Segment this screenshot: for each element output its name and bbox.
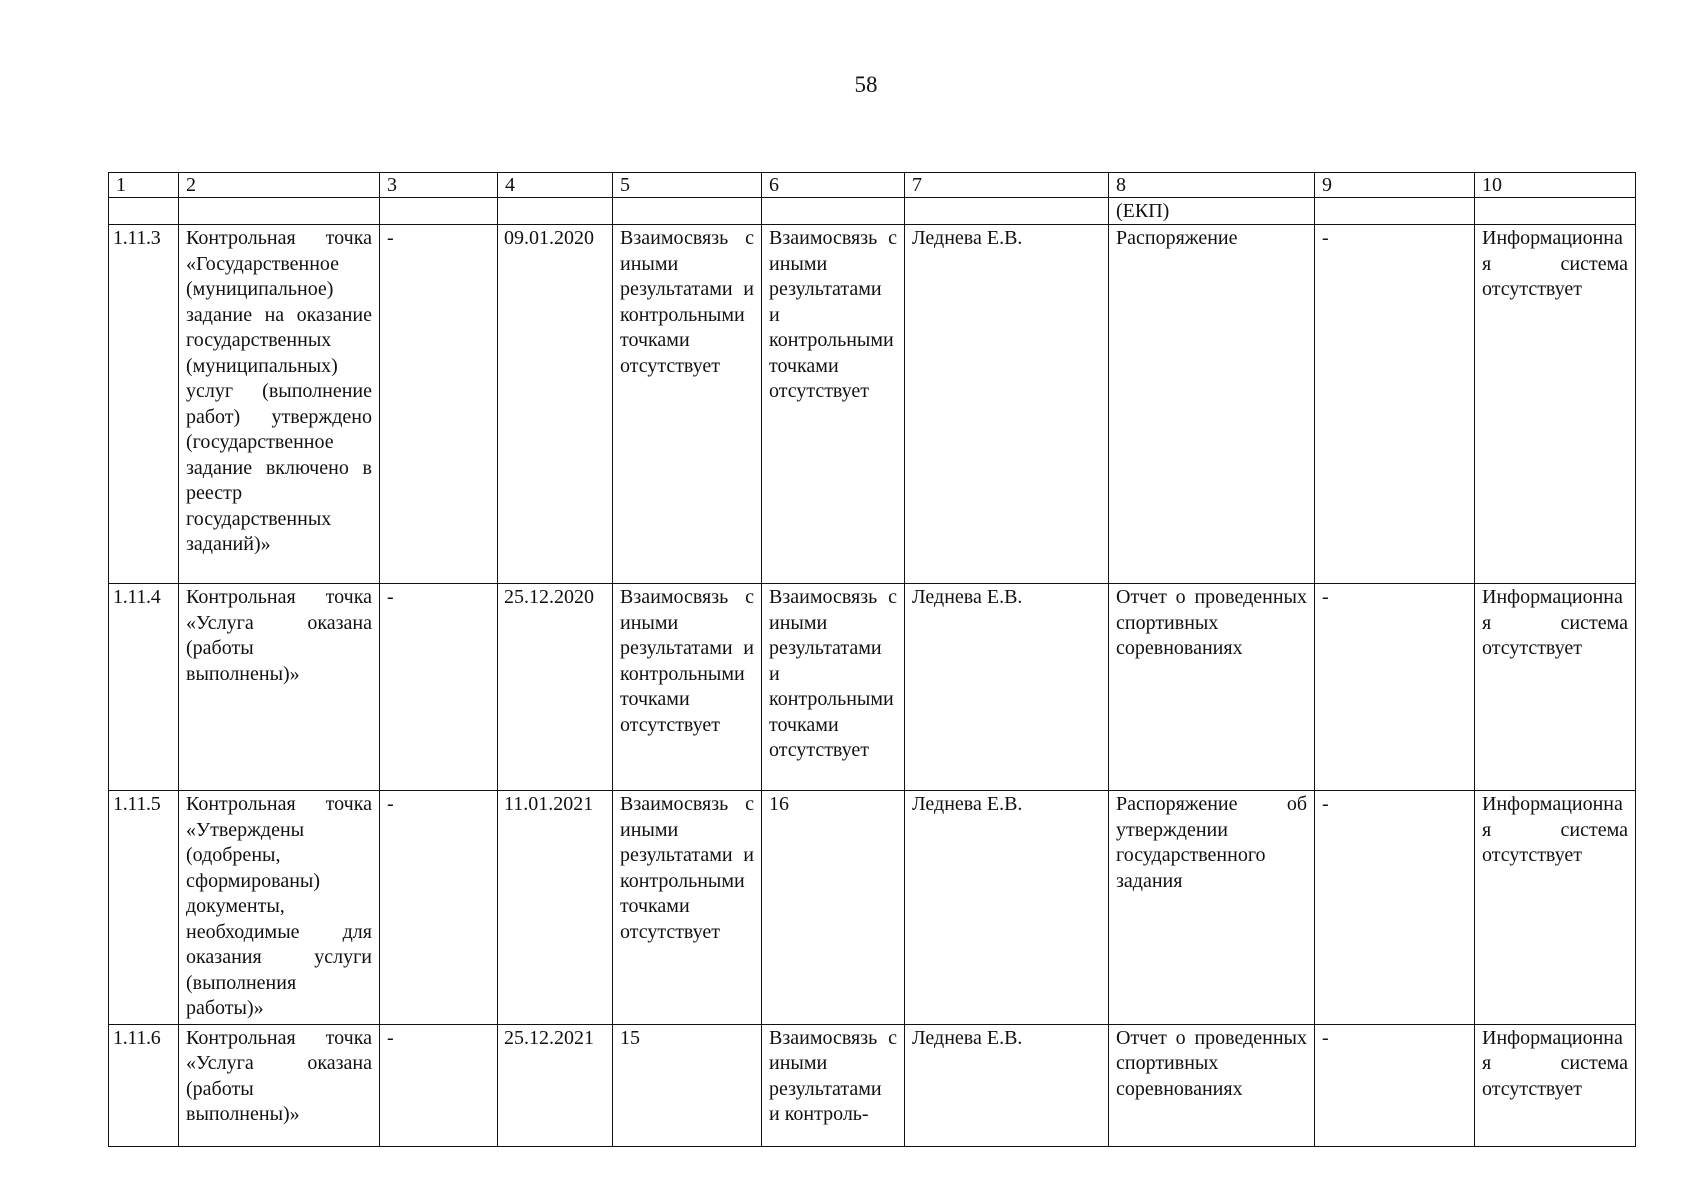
row-number: 1.11.5: [109, 791, 179, 1025]
information-system: Информационная система отсутствует: [1475, 225, 1636, 584]
table-row: [109, 791, 1636, 1025]
start-date: -: [380, 225, 498, 584]
document-type: Отчет о проведенных спортивных соревнованиях: [1109, 584, 1315, 791]
level-control: -: [1315, 225, 1475, 584]
successors: Взаимосвязь с иными результатами и контрольными точками отсутствует: [762, 584, 905, 791]
predecessors: Взаимосвязь с иными результатами и контрольными точками отсутствует: [613, 225, 762, 584]
information-system: Информационная система отсутствует: [1475, 791, 1636, 1025]
continuation-cell: [905, 198, 1109, 225]
continuation-cell: [1475, 198, 1636, 225]
predecessors: Взаимосвязь с иными результатами и контрольными точками отсутствует: [613, 584, 762, 791]
level-control: -: [1315, 791, 1475, 1025]
successors: 16: [762, 791, 905, 1025]
successors: Взаимосвязь с иными результатами и контроль-: [762, 1024, 905, 1146]
information-system: Информационная система отсутствует: [1475, 584, 1636, 791]
level-control: -: [1315, 1024, 1475, 1146]
row-number: 1.11.4: [109, 584, 179, 791]
table-row: [109, 584, 1636, 791]
responsible-person: Леднева Е.В.: [905, 225, 1109, 584]
continuation-cell: [1315, 198, 1475, 225]
column-number: 9: [1315, 173, 1475, 198]
end-date: 25.12.2020: [498, 584, 613, 791]
responsible-person: Леднева Е.В.: [905, 791, 1109, 1025]
continuation-cell: [179, 198, 380, 225]
event-name: Контрольная точка «Утверждены (одобрены, сформированы) документы, необходимые для оказания услуги (выполнения работы)»: [179, 791, 380, 1025]
document-type: Отчет о проведенных спортивных соревнованиях: [1109, 1024, 1315, 1146]
event-name: Контрольная точка «Государственное (муниципальное) задание на оказание государственных (муниципальных) услуг (выполнение работ) утверждено (государственное задание включено в реестр государственных заданий)»: [179, 225, 380, 584]
column-number-row: [109, 173, 1636, 198]
responsible-person: Леднева Е.В.: [905, 584, 1109, 791]
table-row: [109, 225, 1636, 584]
end-date: 25.12.2021: [498, 1024, 613, 1146]
page-number: 58: [854, 72, 878, 97]
column-number: 7: [905, 173, 1109, 198]
event-name: Контрольная точка «Услуга оказана (работы выполнены)»: [179, 1024, 380, 1146]
continuation-cell: (ЕКП): [1109, 198, 1315, 225]
continuation-cell: [613, 198, 762, 225]
continuation-cell: [762, 198, 905, 225]
table-row: [109, 1024, 1636, 1146]
column-number: 8: [1109, 173, 1315, 198]
column-number: 1: [109, 173, 179, 198]
event-name: Контрольная точка «Услуга оказана (работы выполнены)»: [179, 584, 380, 791]
level-control: -: [1315, 584, 1475, 791]
start-date: -: [380, 1024, 498, 1146]
continuation-cell: [380, 198, 498, 225]
continuation-row: [109, 198, 1636, 225]
row-number: 1.11.3: [109, 225, 179, 584]
end-date: 09.01.2020: [498, 225, 613, 584]
column-number: 4: [498, 173, 613, 198]
column-number: 5: [613, 173, 762, 198]
responsible-person: Леднева Е.В.: [905, 1024, 1109, 1146]
predecessors: Взаимосвязь с иными результатами и контрольными точками отсутствует: [613, 791, 762, 1025]
document-type: Распоряжение об утверждении государственного задания: [1109, 791, 1315, 1025]
end-date: 11.01.2021: [498, 791, 613, 1025]
continuation-cell: [109, 198, 179, 225]
start-date: -: [380, 791, 498, 1025]
column-number: 2: [179, 173, 380, 198]
continuation-cell: [498, 198, 613, 225]
information-system: Информационная система отсутствует: [1475, 1024, 1636, 1146]
successors: Взаимосвязь с иными результатами и контрольными точками отсутствует: [762, 225, 905, 584]
column-number: 6: [762, 173, 905, 198]
column-number: 3: [380, 173, 498, 198]
row-number: 1.11.6: [109, 1024, 179, 1146]
plan-table: [108, 172, 1636, 1147]
document-type: Распоряжение: [1109, 225, 1315, 584]
start-date: -: [380, 584, 498, 791]
predecessors: 15: [613, 1024, 762, 1146]
column-number: 10: [1475, 173, 1636, 198]
